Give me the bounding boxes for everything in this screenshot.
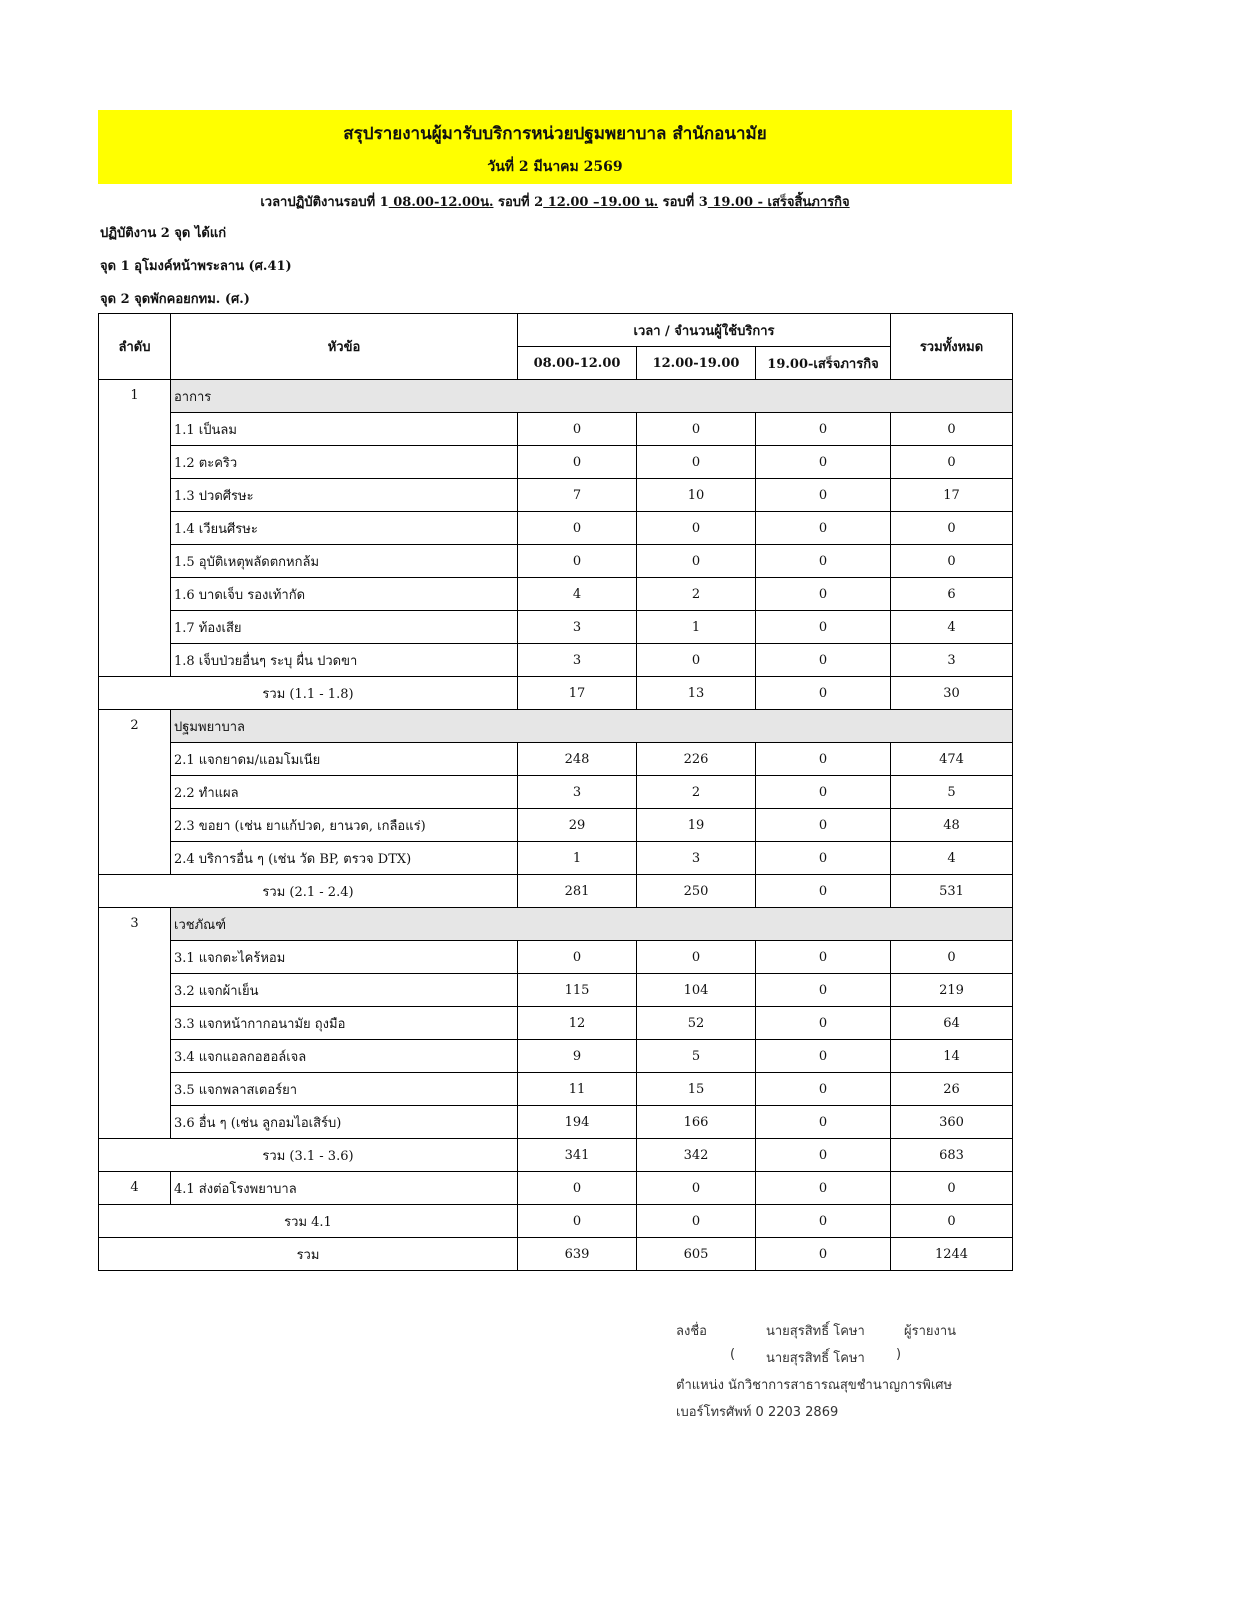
grand-total-row xyxy=(99,1238,1013,1271)
row-label: 3.3 แจกหน้ากากอนามัย ถุงมือ xyxy=(171,1007,518,1040)
section-index: 2 xyxy=(99,710,171,875)
service-report-table xyxy=(98,313,1013,1271)
cell-t3: 0 xyxy=(756,644,891,677)
subtotal-t1: 0 xyxy=(518,1205,637,1238)
subtotal-label: รวม (3.1 - 3.6) xyxy=(99,1139,518,1172)
cell-t2: 0 xyxy=(637,1172,756,1205)
row-label: 2.2 ทำแผล xyxy=(171,776,518,809)
cell-total: 219 xyxy=(891,974,1013,1007)
header-total: รวมทั้งหมด xyxy=(891,314,1013,380)
cell-t1: 0 xyxy=(518,413,637,446)
header-topic: หัวข้อ xyxy=(171,314,518,380)
table-row xyxy=(99,1073,1013,1106)
subtotal-total: 683 xyxy=(891,1139,1013,1172)
row-label: 3.2 แจกผ้าเย็น xyxy=(171,974,518,1007)
cell-t3: 0 xyxy=(756,611,891,644)
schedule-round1-prefix: เวลาปฏิบัติงานรอบที่ 1 xyxy=(260,195,389,210)
subtotal-label: รวม 4.1 xyxy=(99,1205,518,1238)
cell-t1: 7 xyxy=(518,479,637,512)
table-row xyxy=(99,446,1013,479)
cell-t1: 0 xyxy=(518,545,637,578)
cell-t3: 0 xyxy=(756,842,891,875)
cell-total: 0 xyxy=(891,413,1013,446)
cell-t3: 0 xyxy=(756,941,891,974)
cell-total: 0 xyxy=(891,941,1013,974)
cell-t2: 0 xyxy=(637,446,756,479)
cell-total: 0 xyxy=(891,446,1013,479)
cell-t2: 0 xyxy=(637,512,756,545)
cell-t3: 0 xyxy=(756,776,891,809)
cell-t1: 3 xyxy=(518,611,637,644)
cell-t2: 15 xyxy=(637,1073,756,1106)
row-label: 1.6 บาดเจ็บ รองเท้ากัด xyxy=(171,578,518,611)
grand-total-total: 1244 xyxy=(891,1238,1013,1271)
subtotal-label: รวม (2.1 - 2.4) xyxy=(99,875,518,908)
section-index: 4 xyxy=(99,1172,171,1205)
point-1: จุด 1 อุโมงค์หน้าพระลาน (ศ.41) xyxy=(100,259,292,274)
cell-t1: 11 xyxy=(518,1073,637,1106)
cell-t1: 12 xyxy=(518,1007,637,1040)
cell-t2: 0 xyxy=(637,413,756,446)
row-label: 4.1 ส่งต่อโรงพยาบาล xyxy=(171,1172,518,1205)
row-label: 2.1 แจกยาดม/แอมโมเนีย xyxy=(171,743,518,776)
cell-t1: 4 xyxy=(518,578,637,611)
close-paren: ) xyxy=(896,1347,902,1362)
subtotal-row xyxy=(99,1139,1013,1172)
row-label: 1.1 เป็นลม xyxy=(171,413,518,446)
signer-name: นายสุรสิทธิ์ โคษา xyxy=(766,1324,865,1339)
cell-t2: 5 xyxy=(637,1040,756,1073)
open-paren: ( xyxy=(730,1347,736,1362)
cell-t1: 3 xyxy=(518,776,637,809)
row-label: 1.5 อุบัติเหตุพลัดตกหกล้ม xyxy=(171,545,518,578)
cell-total: 474 xyxy=(891,743,1013,776)
schedule-round1-time: 08.00-12.00น. xyxy=(388,195,494,210)
header-t1: 08.00-12.00 xyxy=(518,347,637,380)
cell-t2: 2 xyxy=(637,776,756,809)
table-row xyxy=(99,1106,1013,1139)
grand-total-t1: 639 xyxy=(518,1238,637,1271)
sign-label: ลงชื่อ xyxy=(676,1324,707,1339)
cell-t2: 19 xyxy=(637,809,756,842)
header-time-group: เวลา / จำนวนผู้ใช้บริการ xyxy=(518,314,891,347)
cell-t1: 1 xyxy=(518,842,637,875)
header-t2: 12.00-19.00 xyxy=(637,347,756,380)
section-index: 3 xyxy=(99,908,171,1139)
title-banner xyxy=(98,110,1012,184)
cell-t2: 2 xyxy=(637,578,756,611)
cell-total: 6 xyxy=(891,578,1013,611)
table-row xyxy=(99,776,1013,809)
cell-t3: 0 xyxy=(756,1106,891,1139)
table-row xyxy=(99,545,1013,578)
table-row xyxy=(99,809,1013,842)
section-name: ปฐมพยาบาล xyxy=(171,710,1013,743)
cell-total: 17 xyxy=(891,479,1013,512)
cell-t2: 10 xyxy=(637,479,756,512)
subtotal-t3: 0 xyxy=(756,1139,891,1172)
grand-total-t3: 0 xyxy=(756,1238,891,1271)
signer-name-printed: นายสุรสิทธิ์ โคษา xyxy=(766,1351,865,1366)
work-schedule xyxy=(98,191,1012,212)
cell-t2: 166 xyxy=(637,1106,756,1139)
schedule-round3-time: 19.00 - เสร็จสิ้นภารกิจ xyxy=(707,195,850,210)
table-row xyxy=(99,413,1013,446)
points-intro: ปฏิบัติงาน 2 จุด ได้แก่ xyxy=(100,226,227,241)
schedule-round2-time: 12.00 –19.00 น. xyxy=(543,195,659,210)
section-name: เวชภัณฑ์ xyxy=(171,908,1013,941)
cell-t1: 3 xyxy=(518,644,637,677)
header-t3: 19.00-เสร็จภารกิจ xyxy=(756,347,891,380)
cell-total: 0 xyxy=(891,512,1013,545)
schedule-round3-prefix: รอบที่ 3 xyxy=(658,195,708,210)
cell-t1: 9 xyxy=(518,1040,637,1073)
cell-t1: 194 xyxy=(518,1106,637,1139)
cell-t2: 52 xyxy=(637,1007,756,1040)
row-label: 1.7 ท้องเสีย xyxy=(171,611,518,644)
cell-t3: 0 xyxy=(756,512,891,545)
point-2: จุด 2 จุดพักคอยกทม. (ศ.) xyxy=(100,292,250,307)
table-row xyxy=(99,743,1013,776)
subtotal-t2: 250 xyxy=(637,875,756,908)
cell-total: 4 xyxy=(891,842,1013,875)
cell-t2: 0 xyxy=(637,545,756,578)
cell-total: 5 xyxy=(891,776,1013,809)
cell-t2: 0 xyxy=(637,644,756,677)
subtotal-row xyxy=(99,1205,1013,1238)
table-row xyxy=(99,974,1013,1007)
row-label: 3.6 อื่น ๆ (เช่น ลูกอมไอเสิร์บ) xyxy=(171,1106,518,1139)
cell-t3: 0 xyxy=(756,413,891,446)
subtotal-t3: 0 xyxy=(756,875,891,908)
table-row xyxy=(99,941,1013,974)
cell-t3: 0 xyxy=(756,1073,891,1106)
table-row xyxy=(99,1007,1013,1040)
section-header-row xyxy=(99,908,1013,941)
cell-total: 0 xyxy=(891,545,1013,578)
subtotal-t3: 0 xyxy=(756,1205,891,1238)
table-row xyxy=(99,479,1013,512)
cell-t2: 3 xyxy=(637,842,756,875)
cell-t3: 0 xyxy=(756,743,891,776)
cell-t3: 0 xyxy=(756,1007,891,1040)
table-row xyxy=(99,512,1013,545)
cell-total: 3 xyxy=(891,644,1013,677)
cell-total: 360 xyxy=(891,1106,1013,1139)
cell-t3: 0 xyxy=(756,974,891,1007)
cell-t1: 115 xyxy=(518,974,637,1007)
section-name: อาการ xyxy=(171,380,1013,413)
subtotal-row xyxy=(99,875,1013,908)
signer-position: ตำแหน่ง นักวิชาการสาธารณสุขชำนาญการพิเศษ xyxy=(676,1378,953,1393)
table-row xyxy=(99,644,1013,677)
cell-t3: 0 xyxy=(756,479,891,512)
section-header-row xyxy=(99,380,1013,413)
subtotal-t2: 13 xyxy=(637,677,756,710)
row-label: 2.4 บริการอื่น ๆ (เช่น วัด BP, ตรวจ DTX) xyxy=(171,842,518,875)
cell-t1: 248 xyxy=(518,743,637,776)
subtotal-t3: 0 xyxy=(756,677,891,710)
table-row xyxy=(99,578,1013,611)
subtotal-t2: 342 xyxy=(637,1139,756,1172)
subtotal-t2: 0 xyxy=(637,1205,756,1238)
row-label: 3.1 แจกตะไคร้หอม xyxy=(171,941,518,974)
cell-t1: 0 xyxy=(518,1172,637,1205)
section-header-row xyxy=(99,710,1013,743)
subtotal-label: รวม (1.1 - 1.8) xyxy=(99,677,518,710)
signer-phone: เบอร์โทรศัพท์ 0 2203 2869 xyxy=(676,1405,839,1420)
cell-t2: 104 xyxy=(637,974,756,1007)
cell-t1: 0 xyxy=(518,512,637,545)
cell-total: 64 xyxy=(891,1007,1013,1040)
subtotal-t1: 341 xyxy=(518,1139,637,1172)
cell-total: 48 xyxy=(891,809,1013,842)
row-label: 1.2 ตะคริว xyxy=(171,446,518,479)
cell-total: 4 xyxy=(891,611,1013,644)
row-label: 1.3 ปวดศีรษะ xyxy=(171,479,518,512)
table-row xyxy=(99,1040,1013,1073)
grand-total-t2: 605 xyxy=(637,1238,756,1271)
cell-t3: 0 xyxy=(756,809,891,842)
header-order: ลำดับ xyxy=(99,314,171,380)
subtotal-t1: 17 xyxy=(518,677,637,710)
signer-role: ผู้รายงาน xyxy=(904,1324,957,1339)
row-label: 2.3 ขอยา (เช่น ยาแก้ปวด, ยานวด, เกลือแร่) xyxy=(171,809,518,842)
grand-total-label: รวม xyxy=(99,1238,518,1271)
cell-t3: 0 xyxy=(756,1040,891,1073)
table-row xyxy=(99,842,1013,875)
cell-t2: 0 xyxy=(637,941,756,974)
row-label: 3.4 แจกแอลกอฮอล์เจล xyxy=(171,1040,518,1073)
subtotal-total: 30 xyxy=(891,677,1013,710)
cell-t3: 0 xyxy=(756,545,891,578)
section-index: 1 xyxy=(99,380,171,677)
subtotal-total: 0 xyxy=(891,1205,1013,1238)
cell-t2: 226 xyxy=(637,743,756,776)
cell-t1: 0 xyxy=(518,446,637,479)
cell-t3: 0 xyxy=(756,578,891,611)
cell-t1: 0 xyxy=(518,941,637,974)
row-label: 1.4 เวียนศีรษะ xyxy=(171,512,518,545)
report-date: วันที่ 2 มีนาคม 2569 xyxy=(487,159,623,175)
report-title: สรุปรายงานผู้มารับบริการหน่วยปฐมพยาบาล สำนักอนามัย xyxy=(343,124,767,144)
schedule-round2-prefix: รอบที่ 2 xyxy=(493,195,544,210)
subtotal-row xyxy=(99,677,1013,710)
cell-total: 14 xyxy=(891,1040,1013,1073)
row-label: 3.5 แจกพลาสเตอร์ยา xyxy=(171,1073,518,1106)
subtotal-total: 531 xyxy=(891,875,1013,908)
table-row xyxy=(99,611,1013,644)
cell-total: 26 xyxy=(891,1073,1013,1106)
cell-t3: 0 xyxy=(756,446,891,479)
row-label: 1.8 เจ็บป่วยอื่นๆ ระบุ ผื่น ปวดขา xyxy=(171,644,518,677)
subtotal-t1: 281 xyxy=(518,875,637,908)
cell-t3: 0 xyxy=(756,1172,891,1205)
table-row xyxy=(99,1172,1013,1205)
cell-total: 0 xyxy=(891,1172,1013,1205)
cell-t1: 29 xyxy=(518,809,637,842)
cell-t2: 1 xyxy=(637,611,756,644)
